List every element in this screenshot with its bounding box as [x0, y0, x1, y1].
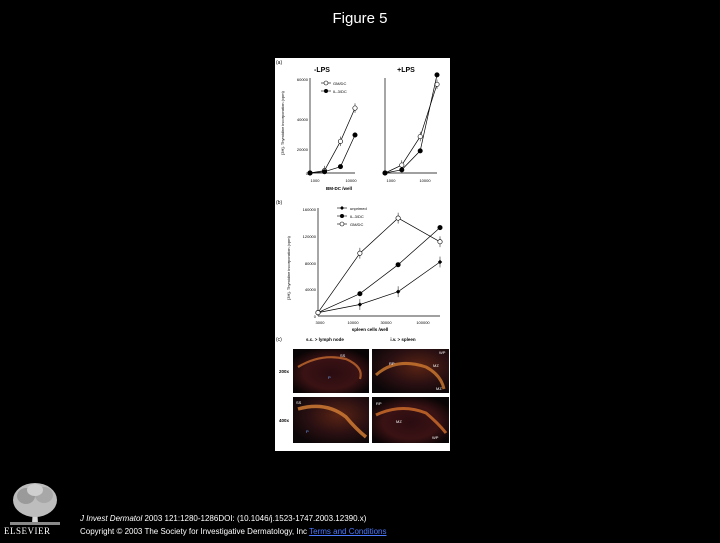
panel-b-legend — [337, 206, 367, 227]
panel-c-row-bottom: 400x — [278, 418, 290, 423]
panel-b-xlabel: spleen cells /well — [351, 327, 389, 332]
micrograph-label: WP — [439, 350, 446, 355]
citation-details: 2003 121:1280-1286DOI: (10.1046/j.1523-1747.2003.12390.x) — [142, 514, 367, 523]
data-point — [438, 260, 442, 264]
series-line — [310, 108, 355, 173]
panel-a-ytick: 20000 — [296, 147, 308, 152]
panel-b-ytick: 160000 — [302, 207, 316, 212]
series-line — [310, 135, 355, 173]
panel-b-x-ticks — [316, 320, 431, 325]
panel-c-col-right: i.v. > spleen — [390, 337, 416, 342]
data-point — [418, 149, 422, 153]
chart-a-right — [383, 73, 439, 176]
micrograph-svg — [276, 345, 449, 445]
panel-a-xtick: 10000 — [419, 178, 431, 183]
panel-a-xtick: 1000 — [310, 178, 320, 183]
micrograph-label: MZ — [433, 363, 439, 368]
panel-b-legend-entry: IL-3/DC — [350, 214, 364, 219]
panel-b-xtick: 3000 — [315, 320, 325, 325]
series-line — [318, 262, 440, 313]
citation-journal: J Invest Dermatol — [80, 514, 143, 523]
data-point — [338, 139, 342, 143]
panel-a-y-ticks — [297, 77, 309, 176]
panel-a-xtick: 1000 — [386, 178, 396, 183]
data-point — [438, 240, 442, 244]
panel-a-ytick: 60000 — [296, 77, 308, 82]
data-point — [358, 251, 362, 255]
panel-a-xtick: 10000 — [345, 178, 357, 183]
data-point — [438, 225, 442, 229]
data-point — [322, 170, 326, 174]
figure-charts-svg — [275, 58, 450, 343]
micrograph-label: MZ — [396, 419, 402, 424]
series-line — [385, 75, 437, 173]
data-point — [400, 163, 404, 167]
panel-b-legend-entry: GM/DC — [350, 222, 364, 227]
data-point — [316, 310, 320, 314]
panel-b-label: (b) — [276, 200, 283, 206]
data-point — [338, 164, 342, 168]
panel-b-ytick: 120000 — [302, 234, 316, 239]
terms-and-conditions-link[interactable]: Terms and Conditions — [309, 527, 387, 536]
panel-b-xtick: 100000 — [416, 320, 430, 325]
panel-a-xlabel: BM-DC /well — [325, 186, 353, 191]
panel-c-label: (c) — [276, 337, 282, 343]
citation-copyright: Copyright © 2003 The Society for Investigative Dermatology, Inc — [80, 527, 310, 536]
micrograph-label: P — [306, 429, 309, 434]
slide-title: Figure 5 — [332, 10, 388, 27]
data-point — [353, 133, 357, 137]
data-point — [358, 302, 362, 306]
micrograph-label: RP — [389, 361, 395, 366]
elsevier-logo-text: ELSEVIER — [4, 526, 51, 536]
panel-a-right-title: +LPS — [397, 67, 415, 74]
series-line — [318, 228, 440, 313]
micrograph-label: SS — [296, 400, 302, 405]
panel-b-ytick: 40000 — [304, 287, 316, 292]
data-point — [396, 263, 400, 267]
panel-b-ytick: 0 — [313, 314, 316, 319]
panel-a-ytick: 40000 — [296, 117, 308, 122]
figure-panel — [275, 58, 450, 451]
micrograph-lymph-node-400x — [293, 397, 369, 443]
panel-a-legend-entry: GM/DC — [333, 81, 347, 86]
data-point — [353, 106, 357, 110]
data-point — [400, 168, 404, 172]
panel-a-x-ticks — [311, 178, 432, 183]
panel-b-y-ticks — [303, 207, 317, 319]
panel-a-left-title: -LPS — [314, 67, 330, 74]
panel-b-ylabel: [3H]- Thymidine incorporation (cpm) — [286, 236, 291, 300]
panel-b-xtick: 30000 — [380, 320, 392, 325]
data-point — [305, 171, 312, 176]
panel-a-ylabel: [3H]- Thymidine incorporation (cpm) — [280, 91, 285, 155]
data-point — [435, 73, 439, 77]
panel-c-row-top: 200x — [278, 369, 290, 374]
micrograph-label: SS — [340, 353, 346, 358]
micrograph-label: MZ — [436, 386, 442, 391]
micrograph-lymph-node-200x — [293, 349, 369, 393]
panel-a-legend-entry: IL-3/DC — [333, 89, 347, 94]
micrograph-grid — [276, 345, 449, 445]
panel-c-col-left: s.c. > lymph node — [306, 337, 344, 342]
chart-b — [316, 208, 442, 316]
data-point — [358, 292, 362, 296]
panel-b-legend-entry: unprimed — [350, 206, 367, 211]
data-point — [396, 216, 400, 220]
panel-a-ytick: 0 — [305, 171, 308, 176]
micrograph-label: P — [328, 375, 331, 380]
series-line — [385, 84, 437, 173]
data-point — [418, 134, 422, 138]
data-point — [396, 290, 400, 294]
micrograph-label: RP — [376, 401, 382, 406]
micrograph-label: WP — [432, 435, 439, 440]
data-point — [383, 171, 387, 175]
citation — [80, 512, 387, 538]
panel-b-ytick: 80000 — [304, 261, 316, 266]
panel-b-xtick: 10000 — [347, 320, 359, 325]
panel-a-legend — [321, 81, 347, 94]
panel-a-label: (a) — [276, 60, 283, 66]
